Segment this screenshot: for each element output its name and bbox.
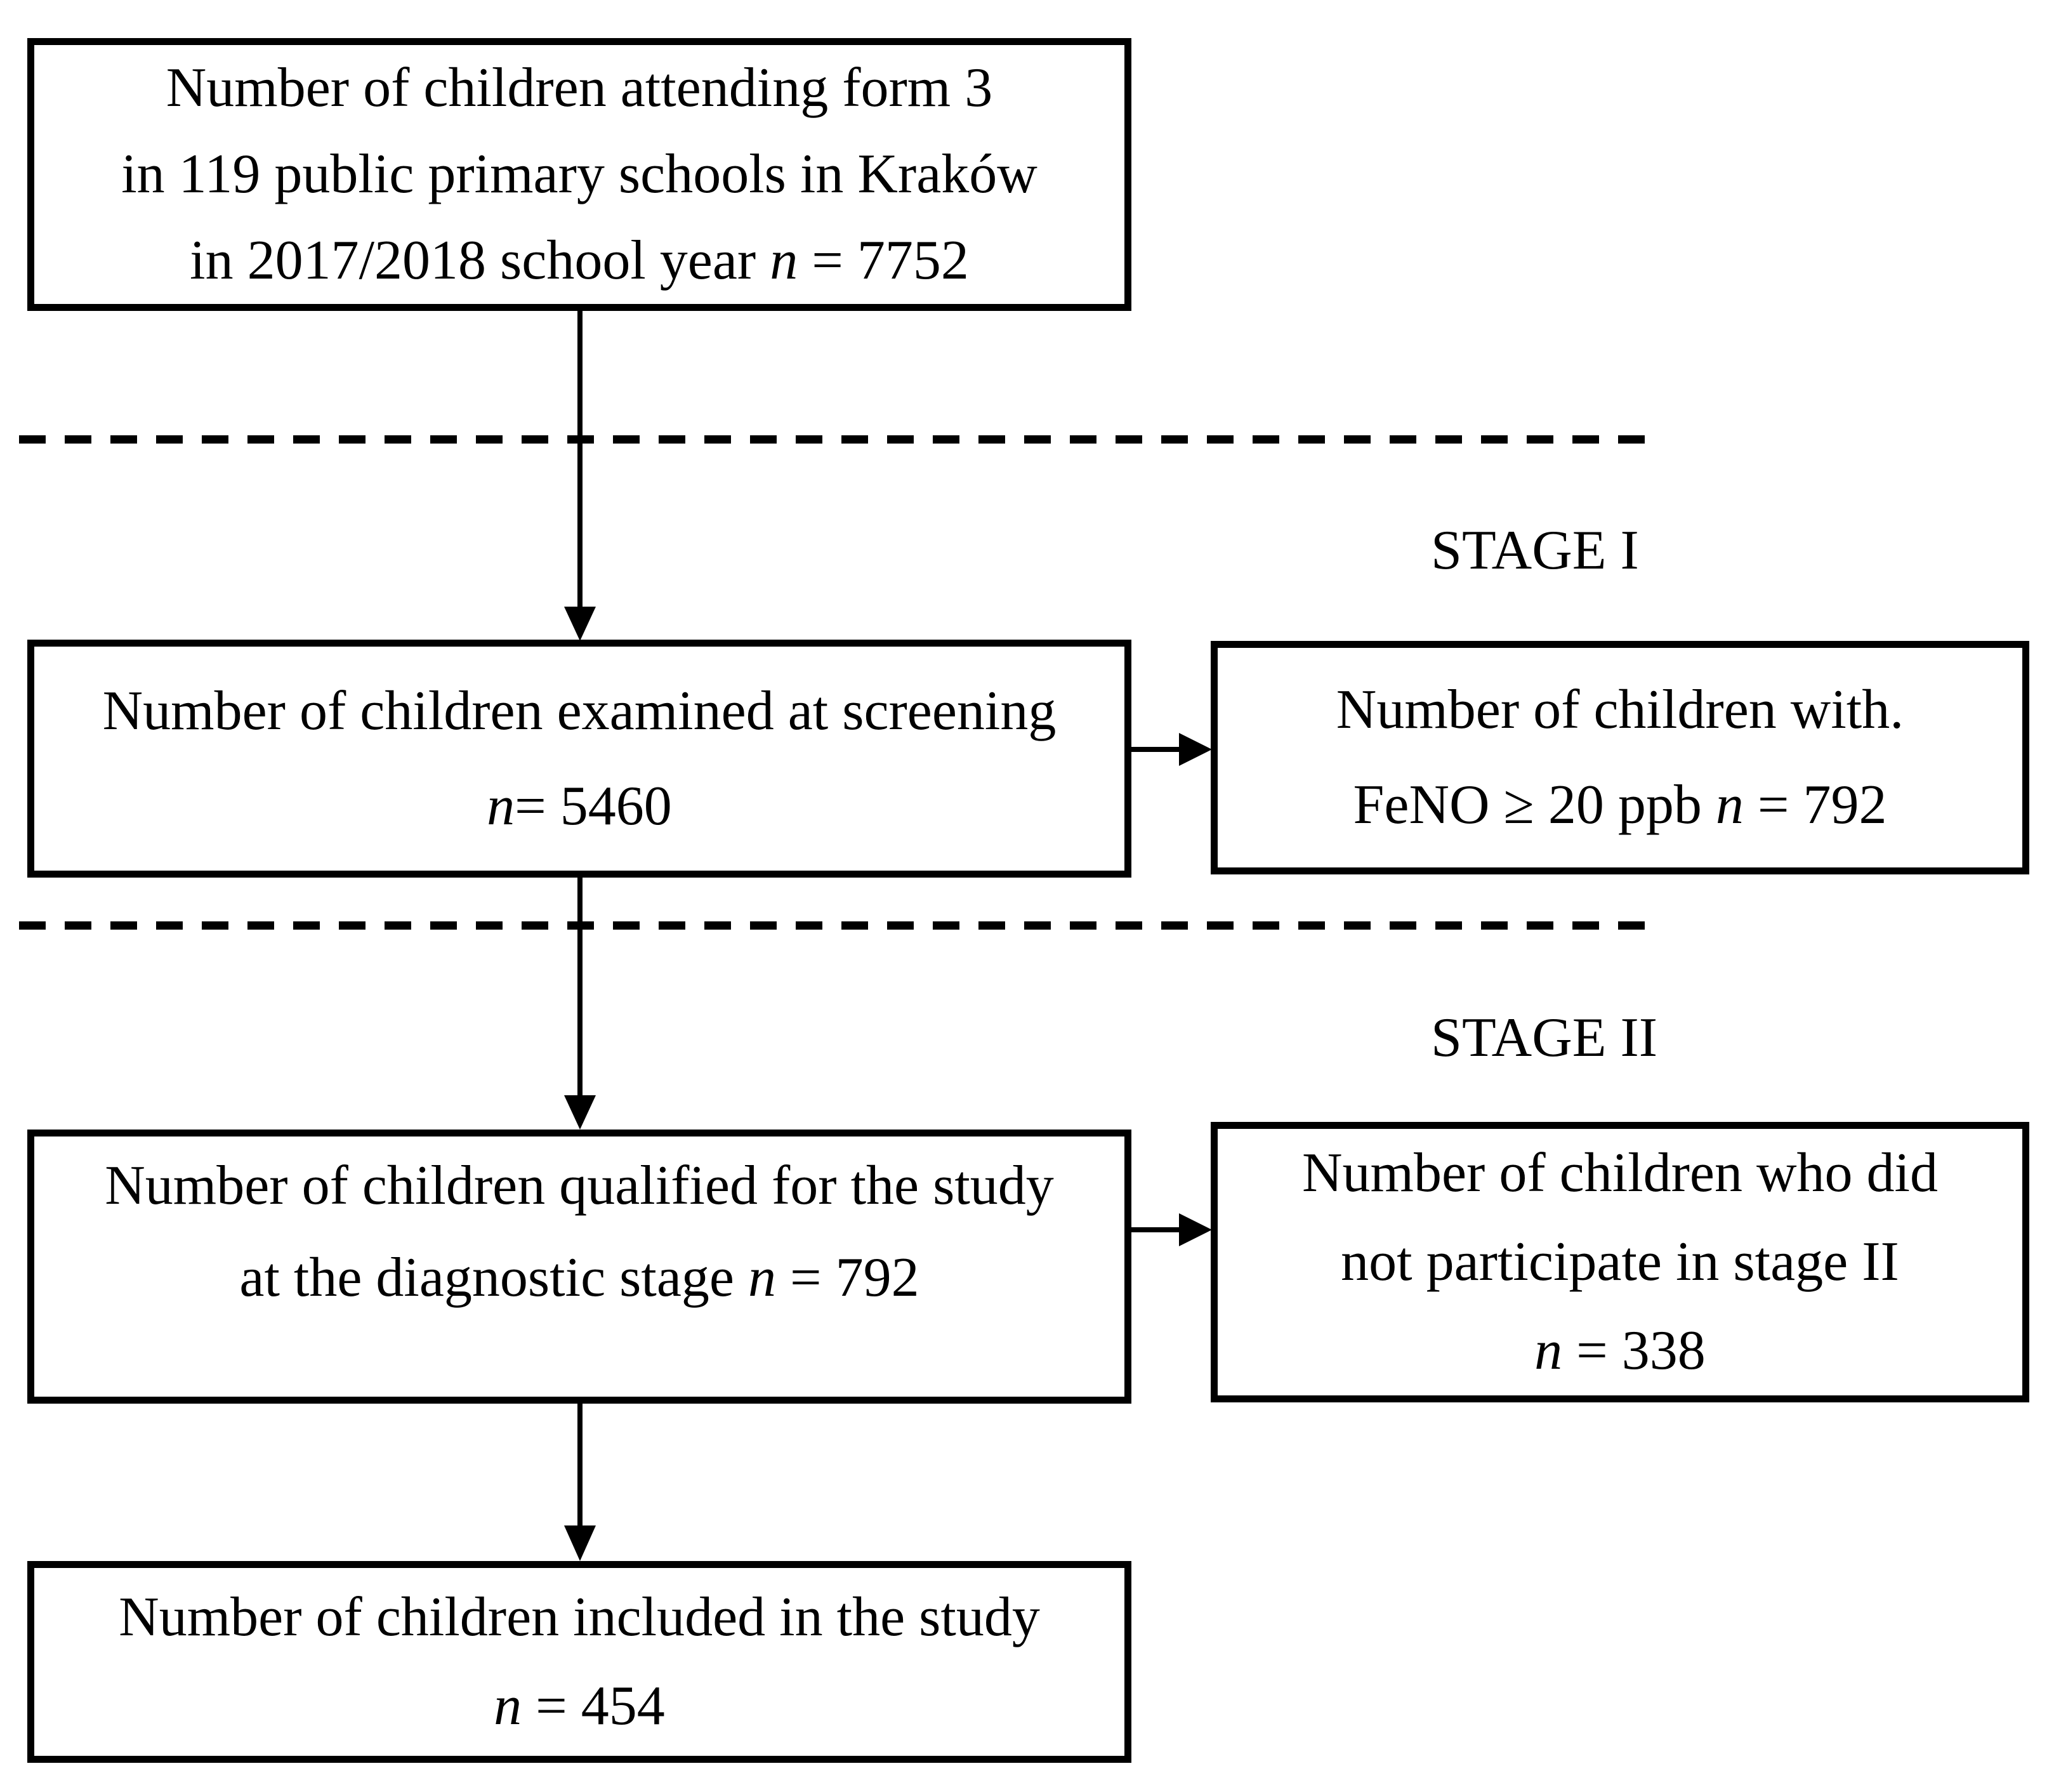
text-segment: at the diagnostic stage (239, 1247, 748, 1308)
text-line (1336, 662, 1904, 758)
text-segment: in 2017/2018 school year (190, 230, 770, 291)
population-box (27, 38, 1131, 311)
text-segment: = 792 (1743, 774, 1887, 836)
text-segment: not participate in stage II (1341, 1231, 1899, 1293)
arrow-down-2-head-icon (564, 1095, 596, 1130)
arrow-down-3-head-icon (564, 1525, 596, 1561)
sample-size-symbol: n (1534, 1320, 1563, 1381)
text-segment: Number of children who did (1302, 1142, 1938, 1204)
text-line (1353, 758, 1887, 853)
feno-elevated-box (1211, 641, 2029, 874)
text-segment: Number of children with. (1336, 679, 1904, 741)
text-segment: Number of children included in the study (119, 1586, 1040, 1648)
text-line (105, 1140, 1054, 1232)
text-line (166, 45, 993, 131)
arrow-right-2-shaft (1131, 1227, 1182, 1232)
sample-size-symbol: n (487, 775, 515, 837)
text-segment: Number of children examined at screening (102, 680, 1057, 742)
arrow-right-1-head-icon (1179, 733, 1212, 766)
text-segment: = 792 (775, 1247, 919, 1308)
text-segment: = 454 (522, 1675, 665, 1737)
arrow-down-2-shaft (577, 874, 583, 1095)
text-segment: in 119 public primary schools in Kraków (121, 143, 1037, 205)
arrow-down-3-shaft (577, 1401, 583, 1527)
qualified-box (27, 1130, 1131, 1404)
text-segment: = 338 (1562, 1320, 1706, 1381)
arrow-down-1-head-icon (564, 607, 596, 641)
stage-2-label: STAGE II (1431, 1006, 1658, 1069)
text-line (1302, 1129, 1938, 1218)
stage-1-label: STAGE I (1431, 519, 1639, 581)
text-segment: = 5460 (515, 775, 672, 837)
included-box (27, 1561, 1131, 1763)
text-line (190, 218, 969, 304)
sample-size-symbol: n (770, 230, 798, 291)
text-line (1534, 1307, 1706, 1395)
text-line (103, 664, 1057, 759)
text-segment: = 7752 (798, 230, 969, 291)
text-segment: Number of children attending form 3 (166, 57, 993, 119)
arrow-right-1-shaft (1131, 747, 1182, 752)
text-line (494, 1662, 665, 1751)
text-line (1341, 1218, 1899, 1307)
arrow-right-2-head-icon (1179, 1213, 1212, 1246)
text-line (119, 1573, 1040, 1662)
stage-divider-1 (19, 435, 1650, 444)
text-line (487, 759, 672, 854)
sample-size-symbol: n (1715, 774, 1744, 836)
text-line (121, 131, 1037, 218)
text-segment: FeNO ≥ 20 ppb (1353, 774, 1716, 836)
text-segment: Number of children qualified for the study (105, 1155, 1054, 1216)
arrow-down-1-shaft (577, 308, 583, 608)
non-participants-box (1211, 1122, 2029, 1402)
sample-size-symbol: n (494, 1675, 522, 1737)
stage-divider-2 (19, 921, 1650, 930)
screened-box (27, 640, 1131, 878)
sample-size-symbol: n (747, 1247, 776, 1308)
text-line (239, 1232, 919, 1324)
